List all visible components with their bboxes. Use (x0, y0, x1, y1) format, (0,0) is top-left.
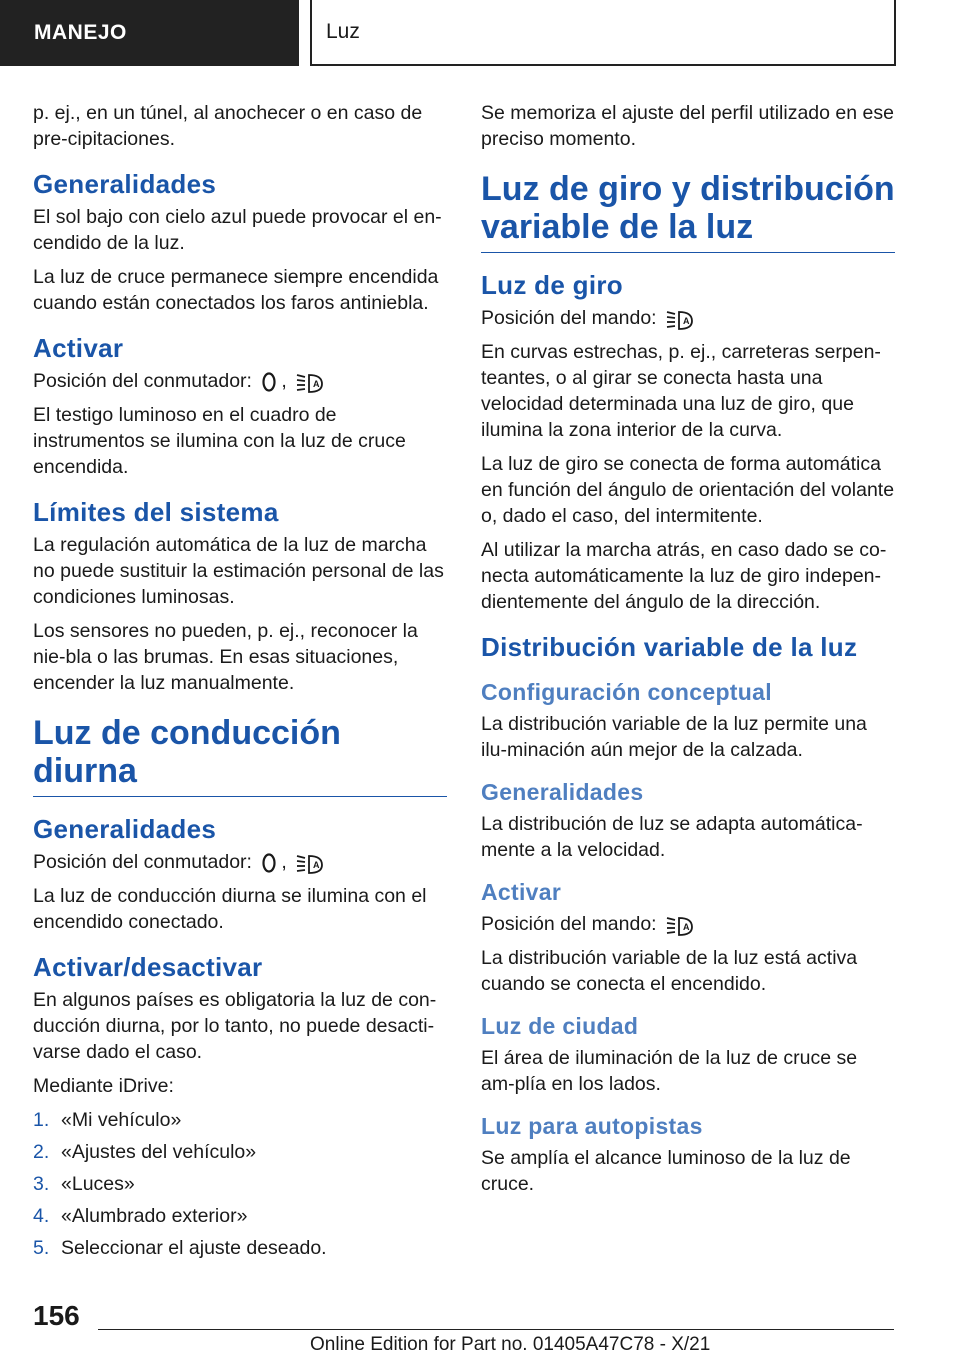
section-label: MANEJO (34, 21, 127, 44)
heading-limites-sistema: Límites del sistema (33, 497, 279, 527)
step-number: 1. (33, 1109, 50, 1131)
auto-headlight-icon (666, 307, 696, 331)
chapter-tab (310, 0, 896, 66)
switch-position-line (33, 368, 447, 394)
right-column (481, 100, 895, 1205)
edition-footer: Online Edition for Part no. 01405A47C78 - X/21 (310, 1334, 711, 1355)
heading-distribucion-variable: Distribución variable de la luz (481, 632, 858, 662)
footer-divider (98, 1329, 894, 1330)
heading-activar: Activar (33, 333, 124, 363)
step-text: «Mi vehículo» (61, 1109, 182, 1131)
heading-activar: Activar (481, 879, 562, 905)
step-number: 2. (33, 1141, 50, 1163)
paragraph: El testigo luminoso en el cuadro de instrumentos se ilumina con la luz de cruce encendida. (33, 404, 406, 478)
paragraph: La luz de conducción diurna se ilumina con el encendido conectado. (33, 885, 427, 933)
idrive-steps-list (33, 1107, 447, 1261)
paragraph: En curvas estrechas, p. ej., carreteras serpen-teantes, o al girar se conecta hasta una velocidad determinada una luz de giro, que ilumina la zona interior de la curva. (481, 341, 881, 441)
section-tab (0, 0, 299, 66)
heading-generalidades: Generalidades (481, 779, 644, 805)
heading-luz-de-ciudad: Luz de ciudad (481, 1013, 639, 1039)
intro-text: p. ej., en un túnel, al anochecer o en caso de pre-cipitaciones. (33, 102, 423, 150)
left-column (33, 100, 447, 1267)
separator: , (281, 851, 287, 873)
chapter-heading-luz-conduccion-diurna: Luz de conducción diurna (33, 714, 447, 797)
paragraph: La regulación automática de la luz de marcha no puede sustituir la estimación personal de las condiciones luminosas. (33, 534, 444, 608)
step-text: «Luces» (61, 1173, 135, 1195)
zero-position-icon (261, 371, 277, 393)
chapter-heading-luz-giro: Luz de giro y distribución variable de la luz (481, 170, 895, 253)
list-item (33, 1235, 447, 1261)
zero-position-icon (261, 852, 277, 874)
control-position-label: Posición del mando: (481, 913, 657, 935)
auto-headlight-icon (296, 851, 326, 875)
paragraph: El área de iluminación de la luz de cruce se am-plía en los lados. (481, 1047, 858, 1095)
step-number: 3. (33, 1173, 50, 1195)
paragraph: Al utilizar la marcha atrás, en caso dado se co-necta automáticamente la luz de giro indepen-dientemente del ángulo de la dirección. (481, 539, 887, 613)
intro-text: Se memoriza el ajuste del perfil utilizado en ese preciso momento. (481, 102, 894, 150)
list-item (33, 1107, 447, 1133)
paragraph: En algunos países es obligatoria la luz de con-ducción diurna, por lo tanto, no puede desacti-varse dado el caso. (33, 989, 437, 1063)
auto-headlight-icon (666, 913, 696, 937)
heading-luz-de-giro: Luz de giro (481, 270, 623, 300)
control-position-line (481, 911, 895, 937)
heading-luz-autopistas: Luz para autopistas (481, 1113, 703, 1139)
paragraph: Los sensores no pueden, p. ej., reconocer la nie-bla o las brumas. En esas situaciones, encender la luz manualmente. (33, 620, 418, 694)
chapter-label: Luz (326, 20, 360, 43)
separator: , (281, 370, 287, 392)
control-position-label: Posición del mando: (481, 307, 657, 329)
paragraph: La distribución variable de la luz está activa cuando se conecta el encendido. (481, 947, 858, 995)
heading-activar-desactivar: Activar/desactivar (33, 952, 263, 982)
paragraph: Mediante iDrive: (33, 1075, 174, 1097)
paragraph: La distribución variable de la luz permite una ilu-minación aún mejor de la calzada. (481, 713, 867, 761)
step-number: 4. (33, 1205, 50, 1227)
heading-configuracion-conceptual: Configuración conceptual (481, 679, 772, 705)
list-item (33, 1171, 447, 1197)
list-item (33, 1203, 447, 1229)
list-item (33, 1139, 447, 1165)
page-number: 156 (33, 1300, 80, 1331)
switch-position-label: Posición del conmutador: (33, 851, 252, 873)
step-text: «Ajustes del vehículo» (61, 1141, 257, 1163)
switch-position-line (33, 849, 447, 875)
step-number: 5. (33, 1237, 50, 1259)
heading-generalidades: Generalidades (33, 169, 217, 199)
step-text: Seleccionar el ajuste deseado. (61, 1237, 327, 1259)
paragraph: La distribución de luz se adapta automática-mente a la velocidad. (481, 813, 863, 861)
paragraph: La luz de giro se conecta de forma automática en función del ángulo de orientación del volante o, dado el caso, del intermitente. (481, 453, 895, 527)
step-text: «Alumbrado exterior» (61, 1205, 248, 1227)
paragraph: El sol bajo con cielo azul puede provocar el en-cendido de la luz. (33, 206, 442, 254)
auto-headlight-icon (296, 370, 326, 394)
paragraph: Se amplía el alcance luminoso de la luz de cruce. (481, 1147, 851, 1195)
paragraph: La luz de cruce permanece siempre encendida cuando están conectados los faros antiniebla. (33, 266, 439, 314)
heading-generalidades-2: Generalidades (33, 814, 217, 844)
switch-position-label: Posición del conmutador: (33, 370, 252, 392)
control-position-line (481, 305, 895, 331)
